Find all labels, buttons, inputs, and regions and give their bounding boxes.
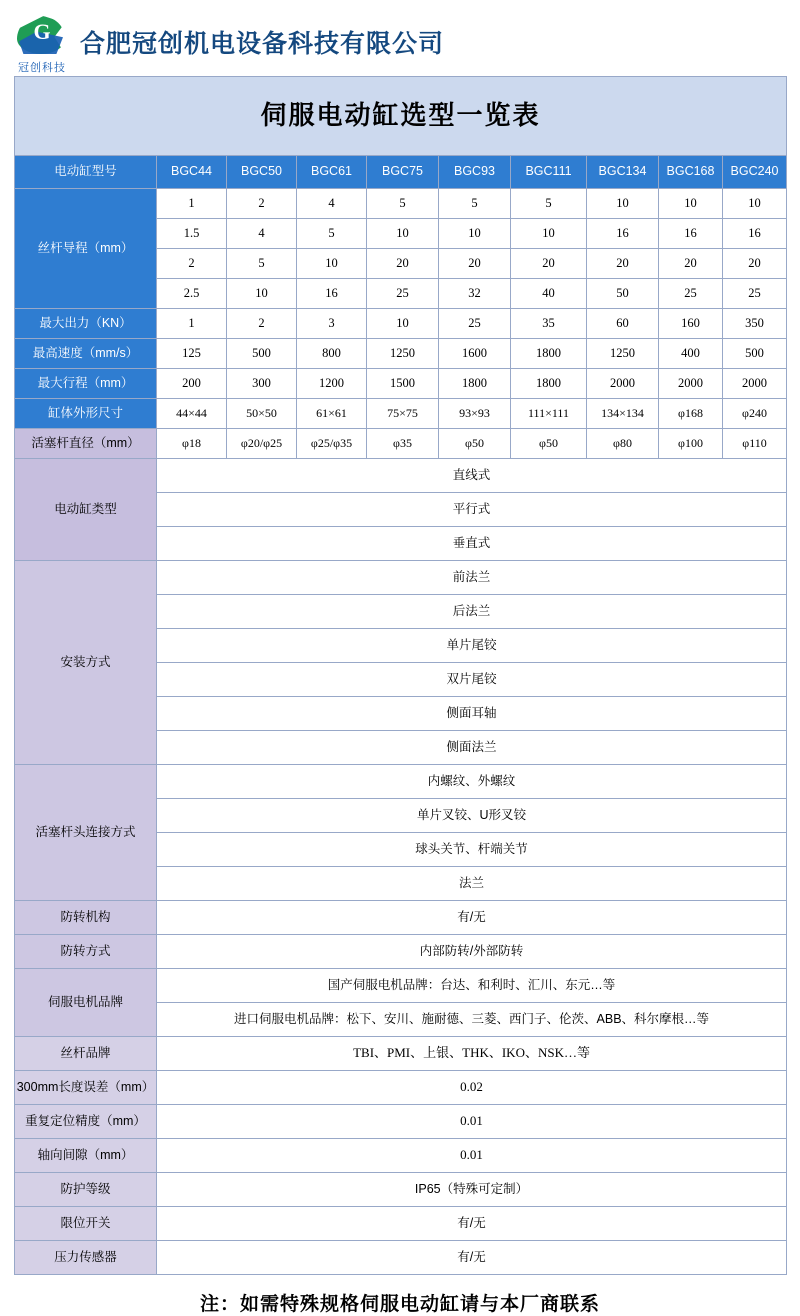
row-label-anti-rotation-mechanism: 防转机构 bbox=[15, 901, 157, 935]
cell: 50×50 bbox=[227, 399, 297, 429]
cell: 0.01 bbox=[157, 1105, 787, 1139]
cell: 1200 bbox=[297, 369, 367, 399]
table-row bbox=[15, 1037, 787, 1071]
cell: 垂直式 bbox=[157, 527, 787, 561]
cell: 1600 bbox=[439, 339, 511, 369]
cell: φ18 bbox=[157, 429, 227, 459]
cell: 16 bbox=[723, 219, 787, 249]
page-title: 伺服电动缸选型一览表 bbox=[15, 77, 787, 156]
cell: 5 bbox=[227, 249, 297, 279]
cell: φ50 bbox=[439, 429, 511, 459]
column-header-model: BGC134 bbox=[587, 156, 659, 189]
cell: 1 bbox=[157, 189, 227, 219]
column-header-model: BGC111 bbox=[511, 156, 587, 189]
row-label-cylinder-type: 电动缸类型 bbox=[15, 459, 157, 561]
cell: 有/无 bbox=[157, 1207, 787, 1241]
table-row bbox=[15, 189, 787, 219]
cell: 0.02 bbox=[157, 1071, 787, 1105]
cell: 35 bbox=[511, 309, 587, 339]
cell: φ25/φ35 bbox=[297, 429, 367, 459]
column-header-model: BGC50 bbox=[227, 156, 297, 189]
table-header-row bbox=[15, 156, 787, 189]
cell: 2000 bbox=[723, 369, 787, 399]
cell: 0.01 bbox=[157, 1139, 787, 1173]
table-row bbox=[15, 1071, 787, 1105]
cell: 1800 bbox=[511, 339, 587, 369]
cell: 10 bbox=[227, 279, 297, 309]
cell: 10 bbox=[297, 249, 367, 279]
cell: 2 bbox=[227, 309, 297, 339]
table-row bbox=[15, 969, 787, 1003]
cell: 40 bbox=[511, 279, 587, 309]
row-label-rod-end-connection: 活塞杆头连接方式 bbox=[15, 765, 157, 901]
cell: 16 bbox=[297, 279, 367, 309]
cell: 4 bbox=[297, 189, 367, 219]
row-label-rod-diameter: 活塞杆直径（mm） bbox=[15, 429, 157, 459]
table-row bbox=[15, 765, 787, 799]
row-label-screw-brand: 丝杆品牌 bbox=[15, 1037, 157, 1071]
cell: 侧面法兰 bbox=[157, 731, 787, 765]
cell: 后法兰 bbox=[157, 595, 787, 629]
cell: 侧面耳轴 bbox=[157, 697, 787, 731]
cell: 500 bbox=[227, 339, 297, 369]
row-label-axial-clearance: 轴向间隙（mm） bbox=[15, 1139, 157, 1173]
cell: 300 bbox=[227, 369, 297, 399]
cell: 2.5 bbox=[157, 279, 227, 309]
cell: φ240 bbox=[723, 399, 787, 429]
cell: φ35 bbox=[367, 429, 439, 459]
cell: 5 bbox=[297, 219, 367, 249]
column-header-model: BGC75 bbox=[367, 156, 439, 189]
cell: 10 bbox=[587, 189, 659, 219]
cell: IP65（特殊可定制） bbox=[157, 1173, 787, 1207]
row-label-repeat-accuracy: 重复定位精度（mm） bbox=[15, 1105, 157, 1139]
cell: 93×93 bbox=[439, 399, 511, 429]
table-row bbox=[15, 901, 787, 935]
column-header-model: BGC240 bbox=[723, 156, 787, 189]
cell: 20 bbox=[587, 249, 659, 279]
cell: TBI、PMI、上银、THK、IKO、NSK…等 bbox=[157, 1037, 787, 1071]
cell: 10 bbox=[723, 189, 787, 219]
company-name: 合肥冠创机电设备科技有限公司 bbox=[80, 31, 445, 58]
cell: 3 bbox=[297, 309, 367, 339]
cell: 直线式 bbox=[157, 459, 787, 493]
model-row-label: 电动缸型号 bbox=[15, 156, 157, 189]
cell: 800 bbox=[297, 339, 367, 369]
row-label-max-stroke: 最大行程（mm） bbox=[15, 369, 157, 399]
table-row bbox=[15, 935, 787, 969]
cell: 2000 bbox=[587, 369, 659, 399]
table-row bbox=[15, 459, 787, 493]
table-row bbox=[15, 309, 787, 339]
cell: 20 bbox=[511, 249, 587, 279]
cell: 61×61 bbox=[297, 399, 367, 429]
cell: 16 bbox=[587, 219, 659, 249]
cell: 60 bbox=[587, 309, 659, 339]
cell: 25 bbox=[659, 279, 723, 309]
cell: 有/无 bbox=[157, 901, 787, 935]
page-header bbox=[0, 0, 800, 76]
cell: 前法兰 bbox=[157, 561, 787, 595]
table-row bbox=[15, 399, 787, 429]
cell: 20 bbox=[439, 249, 511, 279]
cell: 2 bbox=[157, 249, 227, 279]
logo-subtitle: 冠创科技 bbox=[18, 62, 66, 74]
cell: φ100 bbox=[659, 429, 723, 459]
cell: 111×111 bbox=[511, 399, 587, 429]
row-label-servo-brand: 伺服电机品牌 bbox=[15, 969, 157, 1037]
cell: 20 bbox=[659, 249, 723, 279]
cell: 1.5 bbox=[157, 219, 227, 249]
cell: 1500 bbox=[367, 369, 439, 399]
cell: 10 bbox=[367, 309, 439, 339]
cell: 5 bbox=[367, 189, 439, 219]
cell: 25 bbox=[439, 309, 511, 339]
logo-letter: G bbox=[33, 19, 51, 44]
cell: 44×44 bbox=[157, 399, 227, 429]
row-label-max-speed: 最高速度（mm/s） bbox=[15, 339, 157, 369]
table-row bbox=[15, 1207, 787, 1241]
row-label-body-size: 缸体外形尺寸 bbox=[15, 399, 157, 429]
table-title-row bbox=[15, 77, 787, 156]
cell: 单片尾铰 bbox=[157, 629, 787, 663]
table-row bbox=[15, 369, 787, 399]
cell: 有/无 bbox=[157, 1241, 787, 1275]
cell: 350 bbox=[723, 309, 787, 339]
company-logo bbox=[14, 14, 70, 75]
table-row bbox=[15, 1139, 787, 1173]
cell: 20 bbox=[367, 249, 439, 279]
cell: 200 bbox=[157, 369, 227, 399]
cell: 5 bbox=[511, 189, 587, 219]
cell: 500 bbox=[723, 339, 787, 369]
cell: 160 bbox=[659, 309, 723, 339]
cell: 10 bbox=[511, 219, 587, 249]
cell: 球头关节、杆端关节 bbox=[157, 833, 787, 867]
row-label-mounting: 安装方式 bbox=[15, 561, 157, 765]
cell: 10 bbox=[367, 219, 439, 249]
table-row bbox=[15, 1173, 787, 1207]
cell: 50 bbox=[587, 279, 659, 309]
cell: 双片尾铰 bbox=[157, 663, 787, 697]
cell: 125 bbox=[157, 339, 227, 369]
cell: 单片叉铰、U形叉铰 bbox=[157, 799, 787, 833]
row-label-limit-switch: 限位开关 bbox=[15, 1207, 157, 1241]
cell: 1250 bbox=[367, 339, 439, 369]
row-label-protection-level: 防护等级 bbox=[15, 1173, 157, 1207]
cell: 4 bbox=[227, 219, 297, 249]
table-row bbox=[15, 339, 787, 369]
cell: 1250 bbox=[587, 339, 659, 369]
footnote: 注：如需特殊规格伺服电动缸请与本厂商联系 bbox=[199, 1294, 600, 1315]
cell: 10 bbox=[439, 219, 511, 249]
cell: 1800 bbox=[439, 369, 511, 399]
row-label-max-force: 最大出力（KN） bbox=[15, 309, 157, 339]
logo-mark-icon bbox=[17, 14, 67, 56]
cell: 内螺纹、外螺纹 bbox=[157, 765, 787, 799]
cell: 平行式 bbox=[157, 493, 787, 527]
cell: φ80 bbox=[587, 429, 659, 459]
cell: 2 bbox=[227, 189, 297, 219]
spec-table bbox=[14, 76, 787, 1275]
row-label-length-error: 300mm长度误差（mm） bbox=[15, 1071, 157, 1105]
column-header-model: BGC44 bbox=[157, 156, 227, 189]
cell: 1800 bbox=[511, 369, 587, 399]
cell: 20 bbox=[723, 249, 787, 279]
cell: 内部防转/外部防转 bbox=[157, 935, 787, 969]
cell: 134×134 bbox=[587, 399, 659, 429]
cell: φ168 bbox=[659, 399, 723, 429]
cell: φ50 bbox=[511, 429, 587, 459]
cell: 1 bbox=[157, 309, 227, 339]
cell: 400 bbox=[659, 339, 723, 369]
cell: 2000 bbox=[659, 369, 723, 399]
cell: 25 bbox=[723, 279, 787, 309]
row-label-lead: 丝杆导程（mm） bbox=[15, 189, 157, 309]
spec-table-wrap bbox=[0, 76, 800, 1275]
column-header-model: BGC168 bbox=[659, 156, 723, 189]
cell: φ20/φ25 bbox=[227, 429, 297, 459]
table-row bbox=[15, 1241, 787, 1275]
cell: 5 bbox=[439, 189, 511, 219]
cell: 进口伺服电机品牌：松下、安川、施耐德、三菱、西门子、伦茨、ABB、科尔摩根…等 bbox=[157, 1003, 787, 1037]
row-label-anti-rotation-type: 防转方式 bbox=[15, 935, 157, 969]
column-header-model: BGC93 bbox=[439, 156, 511, 189]
cell: 16 bbox=[659, 219, 723, 249]
column-header-model: BGC61 bbox=[297, 156, 367, 189]
row-label-pressure-sensor: 压力传感器 bbox=[15, 1241, 157, 1275]
table-row bbox=[15, 1105, 787, 1139]
cell: 25 bbox=[367, 279, 439, 309]
cell: 国产伺服电机品牌：台达、和利时、汇川、东元…等 bbox=[157, 969, 787, 1003]
table-row bbox=[15, 429, 787, 459]
cell: 10 bbox=[659, 189, 723, 219]
cell: 32 bbox=[439, 279, 511, 309]
cell: φ110 bbox=[723, 429, 787, 459]
cell: 法兰 bbox=[157, 867, 787, 901]
cell: 75×75 bbox=[367, 399, 439, 429]
table-row bbox=[15, 561, 787, 595]
